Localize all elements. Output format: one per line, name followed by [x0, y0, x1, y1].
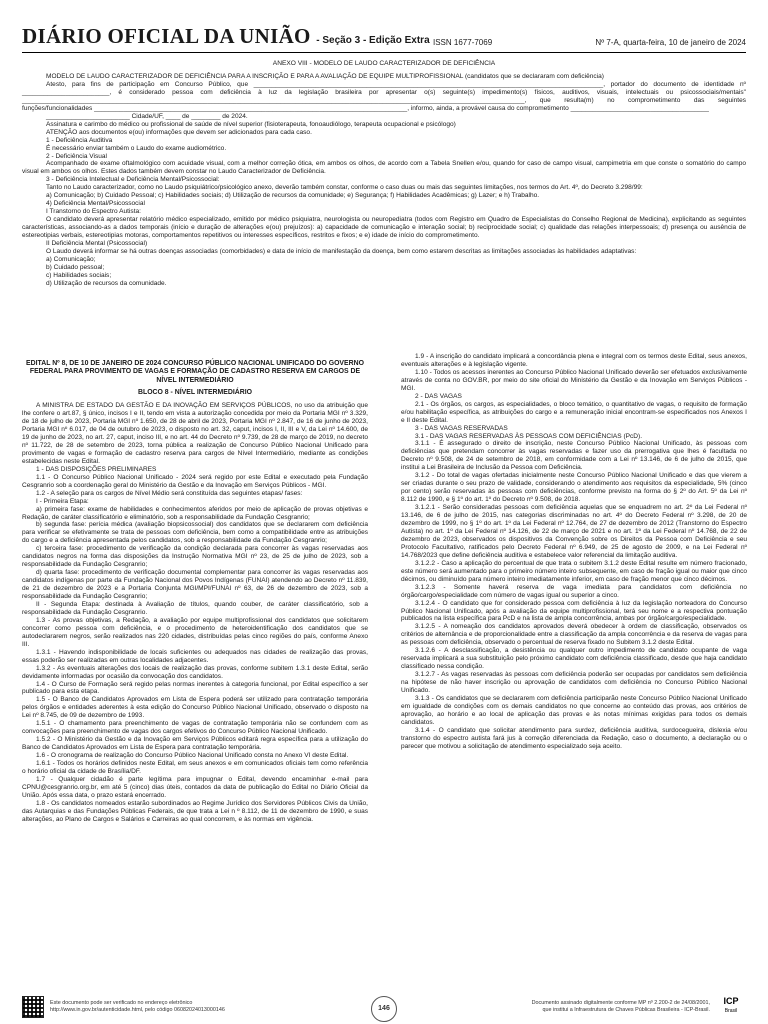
- edital-paragraph: 1.1 - O Concurso Público Nacional Unificado - 2024 será regido por este Edital e executado pela Fundação Cesgranrio sob a coordenação geral do Ministério da Gestão e da Inovação em Serviços Públicos - MGI.: [22, 473, 368, 489]
- edital-paragraph: 1.3.1 - Havendo indisponibilidade de locais suficientes ou adequados nas cidades de realização das provas, essas poderão ser realizadas em outras localidades adjacentes.: [22, 648, 368, 664]
- edital-paragraph: 1.9 - A inscrição do candidato implicará a concordância plena e integral com os termos deste Edital, seus anexos, eventuais alterações e à legislação vigente.: [401, 353, 747, 368]
- header-rule: [22, 52, 746, 53]
- section-label: - Seção 3 - Edição Extra: [316, 35, 430, 46]
- publication-title: DIÁRIO OFICIAL DA UNIÃO: [22, 24, 311, 48]
- edital-paragraph: 3.1.1 - É assegurado o direito de inscrição, neste Concurso Público Nacional Unificado, às pessoas com deficiências que pretendam concorrer às vagas reservadas e fazer uso da prerrogativa que lhes é facultada no Decreto nº 9.508, de 24 de setembro de 2018, em conformidade com a Lei nº 13.146, de 6 de julho de 2015, que institui a Lei Brasileira de Inclusão da Pessoa com Deficiência.: [401, 440, 747, 472]
- edital-paragraph: 1.6.1 - Todos os horários definidos neste Edital, em seus anexos e em comunicados oficiais tem como referência o horário oficial da cidade de Brasília/DF.: [22, 760, 368, 776]
- edital-paragraph: 3.1.2.5 - A nomeação dos candidatos aprovados deverá obedecer à ordem de classificação, observados os critérios de alternância e de proporcionalidade entre a classificação da ampla concorrência e da reserva de vagas para as pessoas com deficiência, observado o percentual de reserva fixado no Subitem 3.1.2 deste Edital.: [401, 623, 747, 647]
- edital-paragraph: 1.3.2 - As eventuais alterações dos locais de realização das provas, conforme subitem 1.3.1 deste Edital, serão devidamente informadas por ocasião da convocação dos candidatos.: [22, 664, 368, 680]
- icp-brasil-logo: [716, 996, 746, 1020]
- edital-paragraph: II - Segunda Etapa: destinada à Avaliação de títulos, quando couber, de caráter classificatório, sob a responsabilidade da Fundação Cesgranrio.: [22, 601, 368, 616]
- edital-paragraph: 3.1.2.4 - O candidato que for considerado pessoa com deficiência à luz da legislação norteadora do Concurso Público Nacional Unificado, após a avaliação da equipe multiprofissional, terá seu nome e a respectiva pontuação publicados na lista específica para PcD e na lista de ampla concorrência, ambas por órgão/cargo/especialidade.: [401, 599, 747, 623]
- edital-paragraph: 3.1.2.2 - Caso a aplicação do percentual de que trata o subitem 3.1.2 deste Edital resulte em número fracionado, este número será aumentado para o primeiro número inteiro subsequente, em caso de fração igual ou maior que cinco décimos, ou diminuído para número inteiro imediatamente inferior, em caso de fração menor que cinco décimos.: [401, 559, 747, 583]
- edital-paragraph: 3.1.2.6 - A desclassificação, a desistência ou qualquer outro impedimento de candidato ocupante de vaga reservada implicará a sua substituição pelo próximo candidato com deficiência classificado, desde que haja candidato classificado nessa condição.: [401, 647, 747, 671]
- annex-paragraph: d) Utilização de recursos da comunidade.: [46, 279, 167, 287]
- annex-paragraph: b) Cuidado pessoal;: [46, 263, 105, 271]
- edital-paragraph: I - Primeira Etapa:: [36, 497, 89, 505]
- annex-paragraph: É necessário enviar também o Laudo do exame audiométrico.: [46, 144, 227, 152]
- edital-paragraph: 3.1.4 - O candidato que solicitar atendimento para surdez, deficiência auditiva, surdocegueira, dislexia e/ou transtorno do espectro autista fará jus à correção diferenciada da Redação, caso o documento, a declaração ou o parecer que motivou a solicitação de atendimento especializado seja aceito.: [401, 726, 747, 750]
- annex-body: [22, 73, 746, 288]
- annex-paragraph: 1 - Deficiência Auditiva: [46, 136, 113, 144]
- edital-paragraph: c) terceira fase: procedimento de verificação da condição declarada para concorrer às vagas reservadas aos candidatos negros na forma das disposições da Instrução Normativa MGI nº 23, de 25 de julho de 2023, sob a responsabilidade da Fundação Cesgranrio;: [22, 545, 368, 569]
- page-number: 146: [371, 996, 397, 1022]
- annex-paragraph: II Deficiência Mental (Psicossocial): [46, 240, 148, 248]
- edital-paragraph: 3.1.2.3 - Somente haverá reserva de vaga imediata para candidatos com deficiência no órgão/cargo/especialidade com número de vagas igual ou superior a cinco.: [401, 583, 747, 599]
- annex-paragraph: O candidato deverá apresentar relatório médico especializado, emitido por médico psiquiatra, neurologista ou neuropediatra (todos com Registro em Quadro de Especialistas do Conselho Regional de Medicina), explicitando as seguintes características, associando-as a dados temporais (início e duração de alterações e(ou) prejuízos): a) capacidade de comunicação e interação social; b) reciprocidade social; c) qualidade das relações interpessoais; d) presença ou ausência de estereotipias verbais, estereotipias motoras, comportamentos repetitivos ou interesses específicos, restritos e fixos; e e) idade de início do comprometimento.: [22, 216, 746, 240]
- edital-paragraph: 1.8 - Os candidatos nomeados estarão subordinados ao Regime Jurídico dos Servidores Públicos Civis da União, das Autarquias e das Fundações Públicas Federais, de que trata a Lei n º 8.112, de 11 de dezembro de 1990, e suas alterações, ao Plano de Cargos e Salários e Carreiras ao qual concorrem, e às normas em vigência.: [22, 799, 368, 823]
- annex-paragraph: 2 - Deficiência Visual: [46, 152, 108, 160]
- verification-note: [50, 1000, 225, 1014]
- dateline: Nº 7-A, quarta-feira, 10 de janeiro de 2024: [595, 38, 746, 47]
- edital-paragraph: 1.3 - As provas objetivas, a Redação, a avaliação por equipe multiprofissional dos candidatos que solicitarem concorrer como pessoa com deficiência, e o procedimento de heteroidentificação dos candidatos que se autodeclararem negros, serão realizados nas 220 cidades, distribuídas pelas cinco regiões do país, conforme Anexo III.: [22, 616, 368, 648]
- page-footer: [22, 996, 746, 1020]
- annex-paragraph: 3 - Deficiência Intelectual e Deficiência Mental/Psicossocial:: [46, 176, 220, 184]
- annex-title: ANEXO VIII - MODELO DE LAUDO CARACTERIZADOR DE DEFICIÊNCIA: [272, 60, 496, 67]
- annex-paragraph: O Laudo deverá informar se há outras doenças associadas (comorbidades) e data de início de manifestação da doença, bem como estarem descritas as limitações associadas às habilidades adaptativas:: [46, 247, 637, 255]
- edital-paragraph: 3.1.2 - Do total de vagas ofertadas inicialmente neste Concurso Público Nacional Unificado e das que vierem a ser criadas durante o seu prazo de validade, considerando o atendimento aos requisitos da especialidade, 5% (cinco por cento) serão reservadas às pessoas com deficiências, conforme previsto na forma do § 2º do Art. 5º da Lei nº 8.112 de 1990, e § 1º do art. 1º do Decreto nº 9.508, de 2018.: [401, 472, 747, 504]
- signature-line: Documento assinado digitalmente conforme MP nº 2.200-2 de 24/08/2001,: [531, 1000, 710, 1006]
- icp-logo-sub: Brasil: [724, 1008, 738, 1014]
- left-column: [22, 360, 368, 824]
- edital-paragraph: 3.1.2.7 - As vagas reservadas às pessoas com deficiência poderão ser ocupadas por candidatos sem deficiência na hipótese de não haver inscrição ou aprovação de candidatos com deficiência no Concurso Público Nacional Unificado.: [401, 671, 747, 695]
- icp-logo-text: ICP: [723, 996, 739, 1006]
- signature-note: [532, 1000, 710, 1014]
- annex-paragraph: Assinatura e carimbo do médico ou profissional de saúde de nível superior (fisioterapeuta, fonoaudiólogo, terapeuta ocupacional e psicólogo): [46, 120, 456, 128]
- qr-code-icon: [22, 996, 44, 1018]
- annex-paragraph: MODELO DE LAUDO CARACTERIZADOR DE DEFICIÊNCIA PARA A INSCRIÇÃO E PARA A AVALIAÇÃO DE EQUIPE MULTIPROFISSIONAL (candidatos que se declararam com deficiência): [46, 73, 604, 80]
- edital-paragraph: 1.6 - O cronograma de realização do Concurso Público Nacional Unificado consta no Anexo VI deste Edital.: [36, 752, 349, 760]
- page-header: [22, 24, 746, 54]
- annex-paragraph: _______________________ Cidade/UF, ____ de ________ de 2024.: [46, 112, 248, 120]
- annex-paragraph: Tanto no Laudo caracterizador, como no Laudo psiquiátrico/psicológico anexo, deverão também constar, conforme o caso duas ou mais das seguintes limitações, nos termos do Art. 4º, do Decreto 3.298/99:: [46, 184, 643, 192]
- edital-paragraph: 1.2 - A seleção para os cargos de Nível Médio será constituída das seguintes etapas/ fases:: [36, 489, 303, 497]
- edital-paragraph: b) segunda fase: perícia médica (avaliação biopsicossocial) dos candidatos que se declararem com deficiência para verificar se efetivamente se trata de pessoas com deficiência, bem como a compatibilidade entre as atribuições do cargo e a deficiência apresentada pelos candidatos, sob a responsabilidade da Fundação Cesgranrio;: [22, 521, 368, 545]
- annex-paragraph: 4) Deficiência Mental/Psicossocial: [46, 200, 145, 208]
- annex-paragraph: Atesto, para fins de participação em Concurso Público, que ________________________________________________________________________________________________, portador do documento de identidade nº ________________________, é considerado pessoa com deficiência à luz da legislação brasileira por apresentar o(s) seguinte(s) impedimento(s) físicos, auditivos, visuais, intelectuais ou psicossociais/mentais" __________________________________________________________________________________________________________________________________________, que resulta(m) no comprometimento das seguintes funções/funcionalidades ______________________________________________________________________________________, informo, ainda, a provável causa do comprometimento ______________________________________: [22, 80, 746, 112]
- edital-paragraph: 2 - DAS VAGAS: [415, 392, 462, 400]
- edital-paragraph: A MINISTRA DE ESTADO DA GESTÃO E DA INOVAÇÃO EM SERVIÇOS PÚBLICOS, no uso da atribuição que lhe confere o art.87, § único, incisos I e II, tendo em vista a autorização concedida por meio da Portaria MGI nº 3.329, de 18 de julho de 2023, Portaria MGI nº 1.650, de 28 de abril de 2023, Portaria MGI nº 2.847, de 16 de junho de 2023, Portaria MGI nº 6.017, de 04 de outubro de 2023, o disposto no art. 32, caput, incisos I, II, III e V, da Lei nº 14.600, de 19 de junho de 2023, no art. 27, caput, inciso III, e no art. 44 do Decreto nº 9.739, de 28 de março de 2019, no decreto nº 11.722, de 28 de setembro de 2023, torna pública a realização de Concurso Público Nacional Unificado para provimento de vagas e formação de cadastro reserva para cargos de Nível Intermediário, mediante as condições estabelecidas neste Edital.: [22, 402, 368, 465]
- right-column: [401, 353, 747, 751]
- issn: ISSN 1677-7069: [433, 38, 493, 47]
- edital-paragraph: 3 - DAS VAGAS RESERVADAS: [415, 424, 508, 432]
- edital-paragraph: 1.5 - O Banco de Candidatos Aprovados em Lista de Espera poderá ser utilizado para contratação temporária pelos órgãos e entidades aderentes à esta edição do Concurso Público Nacional Unificado, observado o disposto na Lei nº 8.745, de 09 de dezembro de 1993.: [22, 696, 368, 720]
- masthead: [22, 24, 430, 49]
- edital-paragraph: 1.4 - O Curso de Formação será regido pelas normas inerentes à categoria funcional, por Edital específico a ser publicado para esta etapa.: [22, 680, 368, 696]
- signature-line: que institui a Infraestrutura de Chaves Públicas Brasileira - ICP-Brasil.: [542, 1007, 710, 1013]
- edital-paragraph: 3.1.2.1 - Serão consideradas pessoas com deficiência aquelas que se enquadrem no art. 2º da Lei Federal nº 13.146, de 6 de julho de 2015, nas categorias discriminadas no art. 4º do Decreto Federal nº 3.298, de 20 de dezembro de 1999, no § 1º do art. 1º da Lei Federal nº 12.764, de 27 de dezembro de 2012 (Transtorno do Espectro Autista) no art. 1º da Lei Federal nº 14.126, de 22 de março de 2021 e no art. 1º da Lei Federal nº 14.768, de 22 de dezembro de 2023, observados os dispositivos da Convenção sobre os Direitos da Pessoa com Deficiência e seu Protocolo Facultativo, ratificados pelo Decreto Federal nº 6.949, de 25 de agosto de 2009, e na Lei Federal nº 14.768/2023 que define deficiência auditiva e estabelece valor referencial da limitação auditiva.: [401, 504, 747, 559]
- edital-paragraph: 3.1.3 - Os candidatos que se declararem com deficiência participarão neste Concurso Público Nacional Unificado em igualdade de condições com os demais candidatos no que concerne ao conteúdo das provas, aos critérios de aprovação, ao horário e ao local de aplicação das provas e às notas mínimas exigidas para todos os demais candidatos.: [401, 694, 747, 726]
- edital-paragraph: 3.1 - DAS VAGAS RESERVADAS ÀS PESSOAS COM DEFICIÊNCIAS (PcD).: [415, 432, 643, 440]
- edital-paragraph: 1.5.1 - O chamamento para preenchimento de vagas de contratação temporária não se confundem com as convocações para preenchimento de vagas dos cargos efetivos do Concurso Público Nacional Unificado.: [22, 720, 368, 736]
- annex-paragraph: I Transtorno do Espectro Autista:: [46, 208, 141, 216]
- annex-paragraph: a) Comunicação; b) Cuidado Pessoal; c) Habilidades sociais; d) Utilização de recursos da comunidade; e) Segurança; f) Habilidades Acadêmicas; g) Lazer; e h) Trabalho.: [46, 192, 540, 200]
- edital-paragraph: 2.1 - Os órgãos, os cargos, as especialidades, o bloco temático, o quantitativo de vagas, o requisito de formação e/ou habilitação específica, as atribuições do cargo e a remuneração inicial encontram-se especificados nos Anexos I e II deste Edital.: [401, 400, 747, 424]
- annex-paragraph: ATENÇÃO aos documentos e(ou) informações que devem ser adicionados para cada caso.: [46, 128, 312, 136]
- annex-paragraph: c) Habilidades sociais;: [46, 271, 112, 279]
- verification-line: Este documento pode ser verificado no endereço eletrônico: [50, 1000, 193, 1006]
- annex-paragraph: Acompanhado de exame oftalmológico com acuidade visual, com a melhor correção ótica, em ambos os olhos, de acordo com a Tabela Snellen e/ou, quando for caso de campo visual, campimetria em que conste o somatório do campo visual em ambos os olhos. Estes dados também devem constar no Laudo Caracterizador de Deficiência.: [22, 160, 746, 176]
- verification-link[interactable]: http://www.in.gov.br/autenticidade.html, pelo código 06082024013000146: [50, 1007, 225, 1013]
- edital-paragraph: 1 - DAS DISPOSIÇÕES PRELIMINARES: [36, 465, 157, 473]
- annex-paragraph: a) Comunicação;: [46, 255, 96, 263]
- edital-paragraph: 1.10 - Todos os acessos inerentes ao Concurso Público Nacional Unificado deverão ser efetuados exclusivamente através de conta no GOV.BR, por meio do site oficial do Ministério da Gestão e da Inovação em Serviços Públicos - MGI.: [401, 368, 747, 392]
- edital-paragraph: 1.5.2 - O Ministério da Gestão e da Inovação em Serviços Públicos editará regra específica para a utilização do Banco de Candidatos Aprovados em Lista de Espera para contratação temporária.: [22, 736, 368, 752]
- edital-paragraph: a) primeira fase: exame de habilidades e conhecimentos aferidos por meio de aplicação de provas objetivas e Redação, de caráter classificatório e eliminatório, sob a responsabilidade da Fundação Cesgranrio;: [22, 505, 368, 521]
- edital-title: EDITAL Nº 8, DE 10 DE JANEIRO DE 2024 CONCURSO PÚBLICO NACIONAL UNIFICADO DO GOVERNO FEDERAL PARA PROVIMENTO DE VAGAS E FORMAÇÃO DE CADASTRO RESERVA EM CARGOS DE NÍVEL INTERMEDIÁRIO: [26, 360, 364, 384]
- edital-paragraph: 1.7 - Qualquer cidadão é parte legítima para impugnar o Edital, devendo encaminhar e-mail para CPNU@cesgranrio.org.br, em até 5 (cinco) dias úteis, contados da data de publicação do Edital no Diário Oficial da União. Após essa data, o prazo estará encerrado.: [22, 775, 368, 799]
- edital-paragraph: d) quarta fase: procedimento de verificação documental complementar para concorrer às vagas reservadas aos candidatos indígenas por parte da Fundação Nacional dos Povos Indígenas (FUNAI) atendendo ao Decreto nº 11.839, de 21 de dezembro de 2023 e a Portaria Conjunta MGI/MPI/FUNAI nº 63, de 26 de dezembro de 2023, sob a responsabilidade da Fundação Cesgranrio;: [22, 569, 368, 601]
- bloco-heading: BLOCO 8 - NÍVEL INTERMEDIÁRIO: [138, 389, 252, 397]
